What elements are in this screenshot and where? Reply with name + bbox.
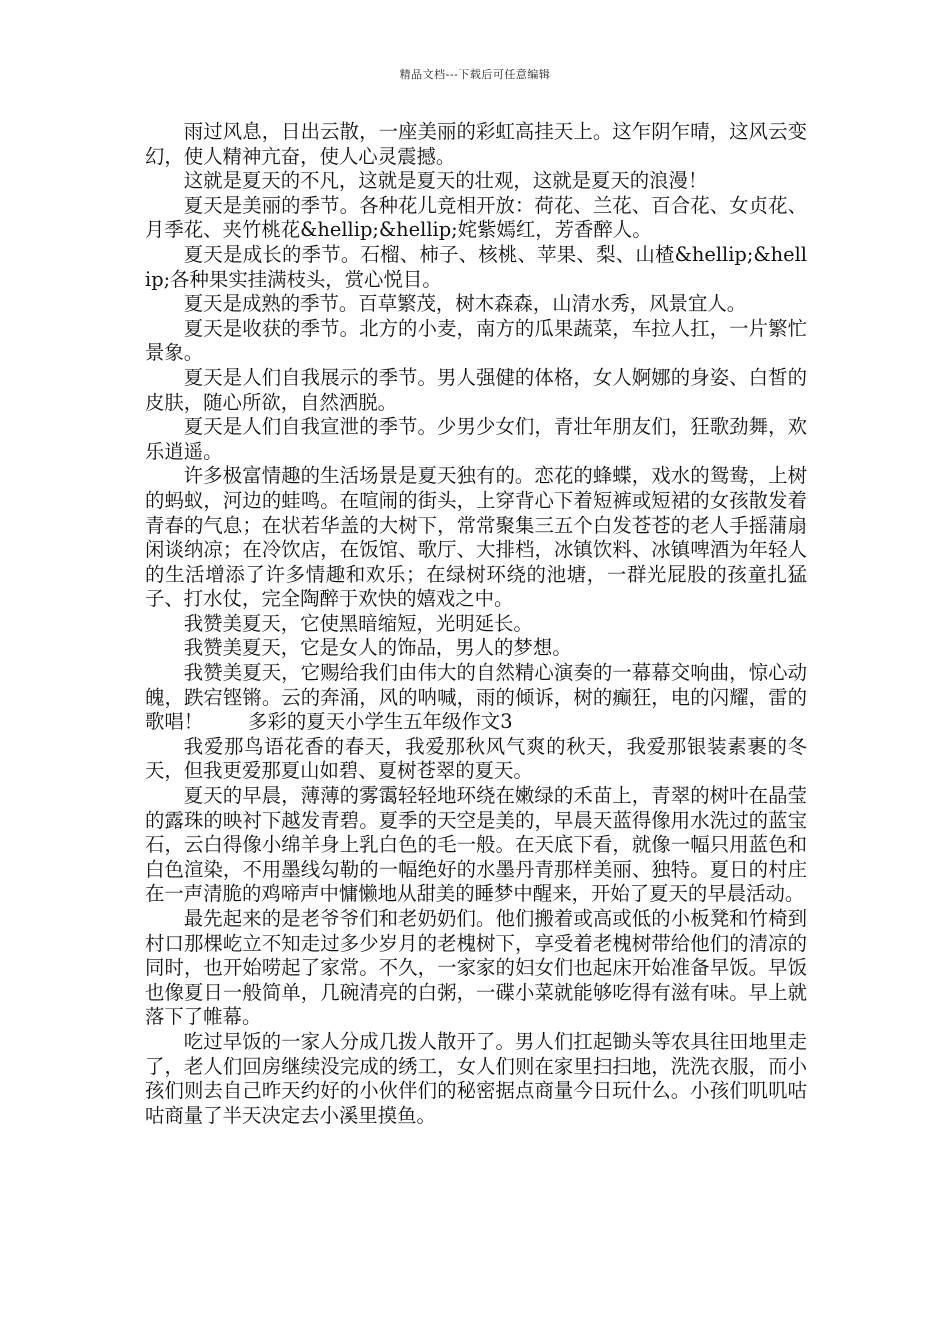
paragraph: 最先起来的是老爷爷们和老奶奶们。他们搬着或高或低的小板凳和竹椅到村口那棵屹立不知走过多少岁月的老槐树下，享受着老槐树带给他们的清凉的同时，也开始唠起了家常。不久，一家家的妇女们也起床开始准备早饭。早饭也像夏日一般简单，几碗清亮的白粥，一碟小菜就能够吃得有滋有味。早上就落下了帷幕。	[145, 907, 807, 1029]
paragraph: 雨过风息，日出云散，一座美丽的彩虹高挂天上。这乍阴乍晴，这风云变幻，使人精神亢奋，使人心灵震撼。	[145, 120, 807, 168]
paragraph: 夏天是收获的季节。北方的小麦，南方的瓜果蔬菜，车拉人扛，一片繁忙景象。	[145, 316, 807, 365]
paragraph: 夏天是成长的季节。石榴、柿子、核桃、苹果、梨、山楂&hellip;&hellip;各种果实挂满枝头，赏心悦目。	[145, 242, 807, 291]
paragraph: 我赞美夏天，它使黑暗缩短，光明延长。	[183, 611, 533, 635]
paragraph: 夏天是人们自我展示的季节。男人强健的体格，女人婀娜的身姿、白皙的皮肤，随心所欲，自然洒脱。	[145, 365, 807, 414]
paragraph: 我赞美夏天，它是女人的饰品，男人的梦想。	[183, 636, 572, 660]
paragraph: 夏天是成熟的季节。百草繁茂，树木森森，山清水秀，风景宜人。	[183, 292, 747, 316]
paragraph: 夏天是美丽的季节。各种花儿竞相开放：荷花、兰花、百合花、女贞花、月季花、夹竹桃花&hellip;&hellip;姹紫嫣红，芳香醉人。	[145, 193, 807, 242]
page-header: 精品文档---下载后可任意编辑	[399, 68, 551, 81]
article-body	[145, 120, 807, 1128]
paragraph: 这就是夏天的不凡，这就是夏天的壮观，这就是夏天的浪漫！	[183, 169, 708, 193]
paragraph: 夏天的早晨，薄薄的雾霭轻轻地环绕在嫩绿的禾苗上，青翠的树叶在晶莹的露珠的映衬下越发青碧。夏季的天空是美的，早晨天蓝得像用水洗过的蓝宝石，云白得像小绵羊身上乳白色的毛一般。在天底下看，就像一幅只用蓝色和白色渲染，不用墨线勾勒的一幅绝好的水墨丹青那样美丽、独特。夏日的村庄在一声清脆的鸡啼声中慵懒地从甜美的睡梦中醒来，开始了夏天的早晨活动。	[145, 784, 807, 906]
paragraph: 我爱那鸟语花香的春天，我爱那秋风气爽的秋天，我爱那银装素裹的冬天，但我更爱那夏山如碧、夏树苍翠的夏天。	[145, 734, 807, 783]
paragraph: 许多极富情趣的生活场景是夏天独有的。恋花的蜂蝶，戏水的鸳鸯，上树的蚂蚁，河边的蛙鸣。在喧闹的街头，上穿背心下着短裤或短裙的女孩散发着青春的气息；在状若华盖的大树下，常常聚集三五个白发苍苍的老人手摇蒲扇闲谈纳凉；在冷饮店，在饭馆、歌厅、大排档，冰镇饮料、冰镇啤酒为年轻人的生活增添了许多情趣和欢乐；在绿树环绕的池塘，一群光屁股的孩童扎猛子、打水仗，完全陶醉于欢快的嬉戏之中。	[145, 464, 807, 611]
paragraph: 夏天是人们自我宣泄的季节。少男少女们，青壮年朋友们，狂歌劲舞，欢乐逍遥。	[145, 415, 807, 463]
paragraph: 我赞美夏天，它赐给我们由伟大的自然精心演奏的一幕幕交响曲，惊心动魄，跌宕铿锵。云的奔涌，风的呐喊，雨的倾诉，树的癫狂，电的闪耀，雷的歌唱！ 多彩的夏天小学生五年级作文3	[145, 661, 807, 734]
paragraph: 吃过早饭的一家人分成几拨人散开了。男人们扛起锄头等农具往田地里走了，老人们回房继续没完成的绣工，女人们则在家里扫扫地，洗洗衣服，而小孩们则去自己昨天约好的小伙伴们的秘密据点商量今日玩什么。小孩们叽叽咕咕商量了半天决定去小溪里摸鱼。	[145, 1029, 807, 1127]
